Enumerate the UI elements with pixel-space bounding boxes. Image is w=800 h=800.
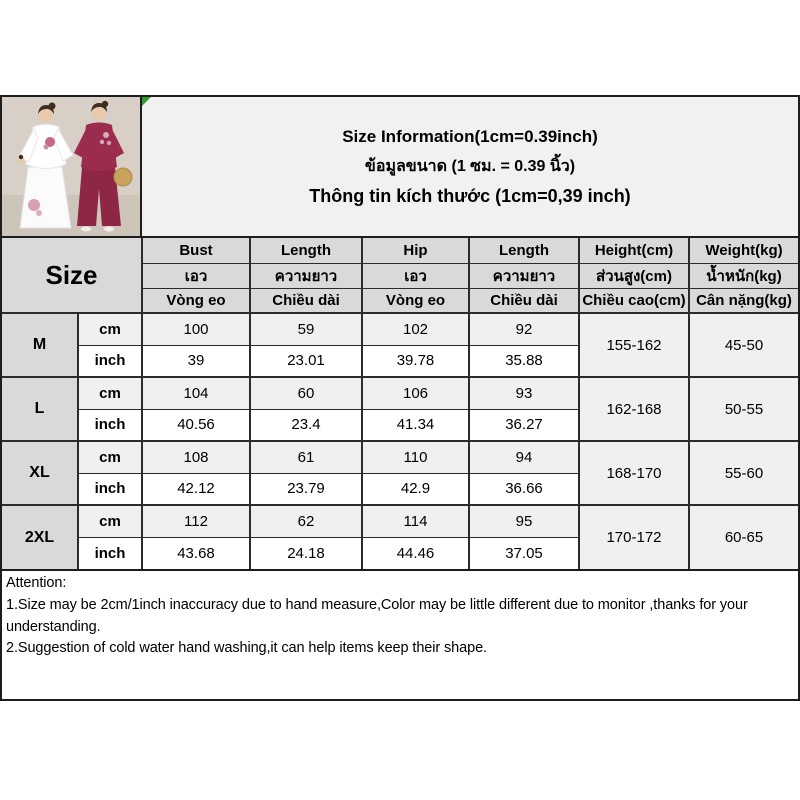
cell-2xl-bust-inch: 43.68 bbox=[142, 537, 250, 569]
col-header-weight-vi: Cân nặng(kg) bbox=[689, 288, 798, 313]
cell-l-height: 162-168 bbox=[579, 377, 689, 441]
size-chart-sheet bbox=[0, 95, 800, 701]
col-header-bust-th: เอว bbox=[142, 263, 250, 288]
cell-xl-height: 168-170 bbox=[579, 441, 689, 505]
col-header-length-en: Length bbox=[250, 238, 362, 263]
unit-label-inch: inch bbox=[78, 473, 142, 505]
cell-m-height: 155-162 bbox=[579, 313, 689, 377]
cell-2xl-length2-inch: 37.05 bbox=[469, 537, 579, 569]
product-photo-illustration bbox=[2, 97, 140, 236]
cell-xl-length-cm: 61 bbox=[250, 441, 362, 473]
col-header-length2-th: ความยาว bbox=[469, 263, 579, 288]
col-header-length-th: ความยาว bbox=[250, 263, 362, 288]
col-header-hip-th: เอว bbox=[362, 263, 469, 288]
col-header-bust-vi: Vòng eo bbox=[142, 288, 250, 313]
cell-2xl-hip-cm: 114 bbox=[362, 505, 469, 537]
cell-m-length2-cm: 92 bbox=[469, 313, 579, 345]
col-header-length2-vi: Chiều dài bbox=[469, 288, 579, 313]
cell-l-weight: 50-55 bbox=[689, 377, 798, 441]
cell-l-length2-cm: 93 bbox=[469, 377, 579, 409]
attention-notes bbox=[2, 569, 798, 699]
cell-l-length2-inch: 36.27 bbox=[469, 409, 579, 441]
table-row-xl-cm bbox=[2, 441, 798, 473]
unit-label-inch: inch bbox=[78, 345, 142, 377]
header-row-en bbox=[2, 238, 798, 263]
top-region bbox=[2, 97, 798, 238]
cell-m-hip-inch: 39.78 bbox=[362, 345, 469, 377]
cell-m-length-inch: 23.01 bbox=[250, 345, 362, 377]
cell-l-bust-cm: 104 bbox=[142, 377, 250, 409]
col-header-length2-en: Length bbox=[469, 238, 579, 263]
cell-xl-hip-inch: 42.9 bbox=[362, 473, 469, 505]
col-header-weight-en: Weight(kg) bbox=[689, 238, 798, 263]
cell-l-length-inch: 23.4 bbox=[250, 409, 362, 441]
size-table bbox=[2, 238, 798, 569]
cell-m-weight: 45-50 bbox=[689, 313, 798, 377]
cell-m-length-cm: 59 bbox=[250, 313, 362, 345]
table-row-m-cm bbox=[2, 313, 798, 345]
title-english: Size Information(1cm=0.39inch) bbox=[342, 126, 598, 146]
col-header-hip-en: Hip bbox=[362, 238, 469, 263]
col-header-bust-en: Bust bbox=[142, 238, 250, 263]
size-label-l: L bbox=[2, 377, 78, 441]
cell-2xl-height: 170-172 bbox=[579, 505, 689, 569]
unit-label-cm: cm bbox=[78, 313, 142, 345]
cell-xl-length2-inch: 36.66 bbox=[469, 473, 579, 505]
unit-label-cm: cm bbox=[78, 441, 142, 473]
title-vietnamese: Thông tin kích thước (1cm=0,39 inch) bbox=[309, 185, 631, 206]
cell-2xl-hip-inch: 44.46 bbox=[362, 537, 469, 569]
unit-label-cm: cm bbox=[78, 377, 142, 409]
shoe bbox=[104, 227, 114, 232]
cell-xl-length2-cm: 94 bbox=[469, 441, 579, 473]
col-header-height-th: ส่วนสูง(cm) bbox=[579, 263, 689, 288]
attention-heading: Attention: bbox=[6, 575, 67, 591]
cell-2xl-length-cm: 62 bbox=[250, 505, 362, 537]
cell-2xl-length2-cm: 95 bbox=[469, 505, 579, 537]
title-thai: ข้อมูลขนาด (1 ซม. = 0.39 นิ้ว) bbox=[364, 157, 576, 175]
cell-l-length-cm: 60 bbox=[250, 377, 362, 409]
shoe bbox=[81, 227, 91, 232]
attention-note-1: 1.Size may be 2cm/1inch inaccuracy due to hand measure,Color may be little different due to monitor ,thanks for your understanding. bbox=[6, 596, 748, 635]
col-header-length-vi: Chiều dài bbox=[250, 288, 362, 313]
unit-label-inch: inch bbox=[78, 409, 142, 441]
col-header-weight-th: น้ำหนัก(kg) bbox=[689, 263, 798, 288]
cell-2xl-bust-cm: 112 bbox=[142, 505, 250, 537]
size-header: Size bbox=[2, 238, 142, 313]
cell-2xl-length-inch: 24.18 bbox=[250, 537, 362, 569]
cell-xl-bust-cm: 108 bbox=[142, 441, 250, 473]
cell-xl-weight: 55-60 bbox=[689, 441, 798, 505]
cell-xl-hip-cm: 110 bbox=[362, 441, 469, 473]
straw-bag bbox=[114, 168, 132, 186]
table-row-l-cm bbox=[2, 377, 798, 409]
cell-m-length2-inch: 35.88 bbox=[469, 345, 579, 377]
cell-m-bust-cm: 100 bbox=[142, 313, 250, 345]
cell-l-hip-cm: 106 bbox=[362, 377, 469, 409]
cell-l-hip-inch: 41.34 bbox=[362, 409, 469, 441]
col-header-height-vi: Chiều cao(cm) bbox=[579, 288, 689, 313]
unit-label-cm: cm bbox=[78, 505, 142, 537]
size-label-xl: XL bbox=[2, 441, 78, 505]
comment-marker-triangle bbox=[142, 97, 151, 106]
col-header-hip-vi: Vòng eo bbox=[362, 288, 469, 313]
size-label-m: M bbox=[2, 313, 78, 377]
attention-note-2: 2.Suggestion of cold water hand washing,it can help items keep their shape. bbox=[6, 640, 487, 657]
title-block bbox=[142, 97, 798, 236]
table-row-2xl-cm bbox=[2, 505, 798, 537]
cell-xl-length-inch: 23.79 bbox=[250, 473, 362, 505]
product-photo bbox=[2, 97, 142, 236]
size-label-2xl: 2XL bbox=[2, 505, 78, 569]
cell-m-hip-cm: 102 bbox=[362, 313, 469, 345]
cell-xl-bust-inch: 42.12 bbox=[142, 473, 250, 505]
cell-l-bust-inch: 40.56 bbox=[142, 409, 250, 441]
cell-2xl-weight: 60-65 bbox=[689, 505, 798, 569]
col-header-height-en: Height(cm) bbox=[579, 238, 689, 263]
cell-m-bust-inch: 39 bbox=[142, 345, 250, 377]
unit-label-inch: inch bbox=[78, 537, 142, 569]
